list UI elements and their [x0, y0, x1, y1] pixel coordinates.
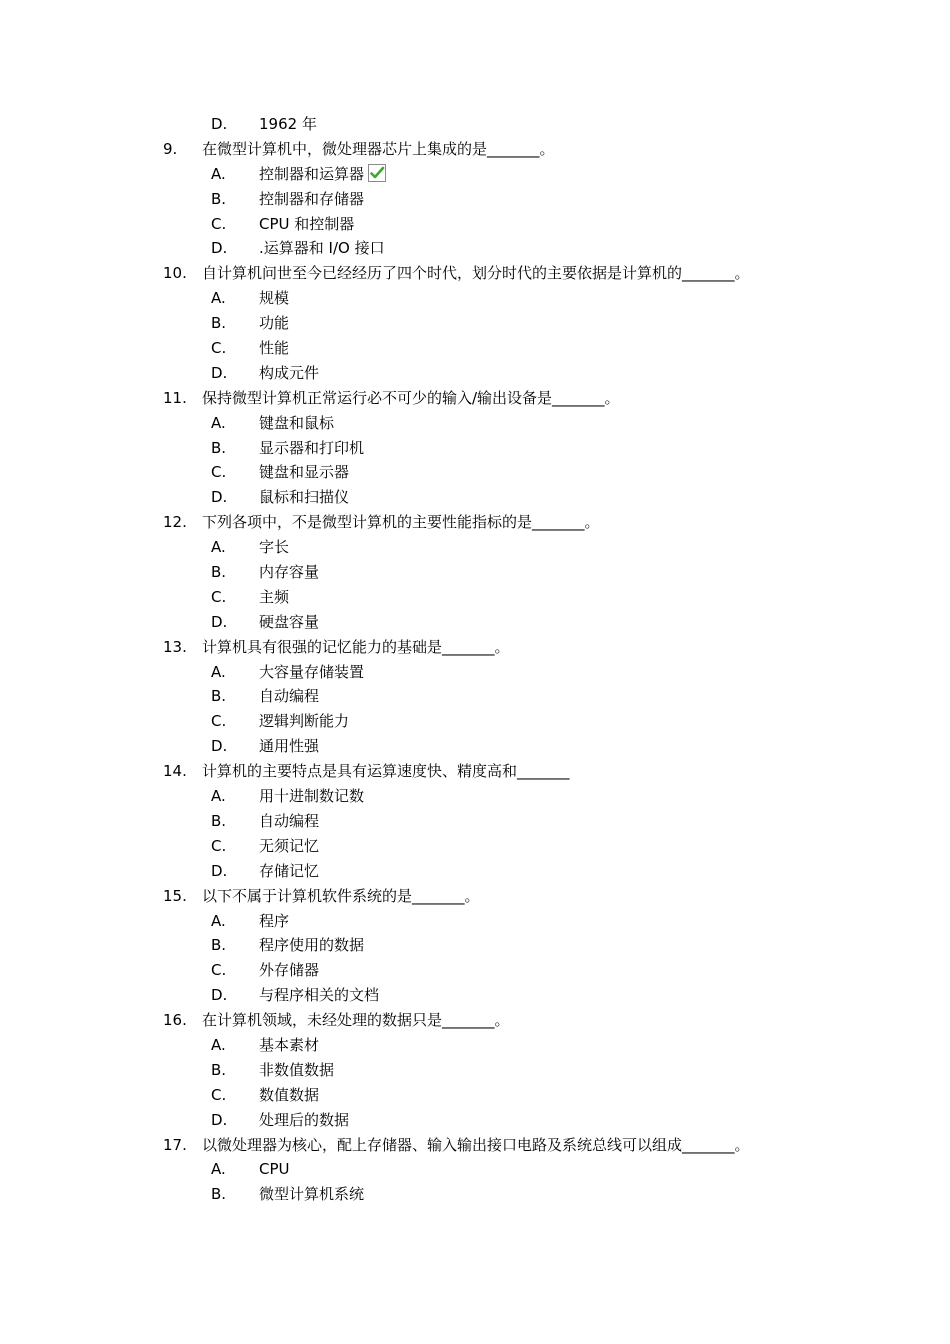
option-letter: A.	[211, 787, 226, 806]
question-text: 在计算机领域，未经处理的数据只是_______。	[202, 1011, 510, 1030]
option-letter: B.	[211, 1060, 227, 1079]
option-row	[0, 1033, 950, 1058]
option-label: 数值数据	[259, 1085, 320, 1104]
option-letter: B.	[211, 811, 227, 830]
option-label: CPU 和控制器	[259, 214, 355, 233]
option-row	[0, 212, 950, 237]
option-label: 功能	[259, 314, 290, 333]
option-text	[259, 709, 349, 734]
option-row	[0, 958, 950, 983]
option-label: 自动编程	[259, 811, 320, 830]
option-row	[0, 560, 950, 585]
question-row	[0, 759, 950, 784]
checkmark-icon	[368, 164, 386, 182]
option-letter: C.	[211, 712, 227, 731]
option-text	[259, 933, 364, 958]
question-number: 15.	[163, 886, 187, 905]
option-row	[0, 112, 950, 137]
question-number: 13.	[163, 637, 187, 656]
option-text	[259, 162, 386, 187]
option-text	[259, 1182, 364, 1207]
option-row	[0, 485, 950, 510]
option-label: 与程序相关的文档	[259, 986, 380, 1005]
option-letter: B.	[211, 189, 227, 208]
question-text: 自计算机问世至今已经经历了四个时代，划分时代的主要依据是计算机的_______。	[202, 264, 750, 283]
option-row	[0, 909, 950, 934]
option-text	[259, 834, 319, 859]
option-letter: D.	[211, 612, 228, 631]
option-letter: B.	[211, 563, 227, 582]
option-text	[259, 1108, 349, 1133]
question-number: 11.	[163, 388, 187, 407]
option-letter: A.	[211, 538, 226, 557]
option-row	[0, 684, 950, 709]
option-label: 控制器和运算器	[259, 164, 365, 183]
question-row	[0, 137, 950, 162]
option-row	[0, 933, 950, 958]
option-text	[259, 460, 349, 485]
question-text: 计算机的主要特点是具有运算速度快、精度高和_______	[202, 762, 570, 781]
option-letter: D.	[211, 239, 228, 258]
option-label: 大容量存储装置	[259, 662, 365, 681]
option-letter: D.	[211, 737, 228, 756]
option-row	[0, 311, 950, 336]
option-letter: A.	[211, 1160, 226, 1179]
option-letter: D.	[211, 488, 228, 507]
question-row	[0, 510, 950, 535]
option-row	[0, 236, 950, 261]
option-label: 用十进制数记数	[259, 787, 365, 806]
option-letter: D.	[211, 1110, 228, 1129]
option-text	[259, 909, 289, 934]
option-row	[0, 460, 950, 485]
question-row	[0, 386, 950, 411]
option-text	[259, 1058, 334, 1083]
option-label: 外存储器	[259, 961, 320, 980]
option-label: 键盘和鼠标	[259, 413, 335, 432]
option-letter: A.	[211, 662, 226, 681]
option-label: 构成元件	[259, 363, 320, 382]
option-row	[0, 809, 950, 834]
option-letter: B.	[211, 687, 227, 706]
option-label: 主频	[259, 587, 290, 606]
option-label: 控制器和存储器	[259, 189, 365, 208]
option-label: 无须记忆	[259, 836, 320, 855]
option-row	[0, 411, 950, 436]
option-text	[259, 436, 364, 461]
option-text	[259, 1083, 319, 1108]
option-row	[0, 585, 950, 610]
option-text	[259, 187, 364, 212]
option-row	[0, 1182, 950, 1207]
option-text	[259, 212, 354, 237]
option-row	[0, 535, 950, 560]
option-text	[259, 411, 334, 436]
option-label: 存储记忆	[259, 861, 320, 880]
option-letter: D.	[211, 363, 228, 382]
option-letter: C.	[211, 836, 227, 855]
option-letter: C.	[211, 214, 227, 233]
option-label: 硬盘容量	[259, 612, 320, 631]
option-text	[259, 1157, 290, 1182]
option-label: 规模	[259, 289, 290, 308]
option-label: 基本素材	[259, 1035, 320, 1054]
option-row	[0, 734, 950, 759]
option-letter: C.	[211, 463, 227, 482]
option-row	[0, 361, 950, 386]
option-label: 内存容量	[259, 563, 320, 582]
option-label: 逻辑判断能力	[259, 712, 350, 731]
option-row	[0, 1157, 950, 1182]
question-number: 14.	[163, 762, 187, 781]
option-text	[259, 784, 364, 809]
option-row	[0, 162, 950, 187]
question-row	[0, 1008, 950, 1033]
question-row	[0, 261, 950, 286]
question-text: 保持微型计算机正常运行必不可少的输入/输出设备是_______。	[202, 388, 620, 407]
question-row	[0, 635, 950, 660]
option-label: 程序使用的数据	[259, 936, 365, 955]
option-letter: A.	[211, 413, 226, 432]
option-text	[259, 610, 319, 635]
question-row	[0, 1133, 950, 1158]
option-letter: A.	[211, 289, 226, 308]
option-label: 通用性强	[259, 737, 320, 756]
option-text	[259, 734, 319, 759]
option-label: 键盘和显示器	[259, 463, 350, 482]
question-number: 16.	[163, 1011, 187, 1030]
option-row	[0, 1083, 950, 1108]
option-label: 鼠标和扫描仪	[259, 488, 350, 507]
option-row	[0, 859, 950, 884]
option-letter: B.	[211, 936, 227, 955]
option-text	[259, 809, 319, 834]
option-text	[259, 958, 319, 983]
option-text	[259, 336, 289, 361]
option-letter: C.	[211, 1085, 227, 1104]
option-row	[0, 286, 950, 311]
question-number: 17.	[163, 1135, 187, 1154]
question-list	[0, 112, 950, 1207]
option-label: 程序	[259, 911, 290, 930]
option-text	[259, 684, 319, 709]
option-label: 非数值数据	[259, 1060, 335, 1079]
option-row	[0, 660, 950, 685]
option-label: 性能	[259, 339, 290, 358]
option-row	[0, 709, 950, 734]
option-text	[259, 112, 317, 137]
option-row	[0, 1058, 950, 1083]
option-text	[259, 286, 289, 311]
option-text	[259, 1033, 319, 1058]
option-letter: D.	[211, 986, 228, 1005]
option-text	[259, 983, 379, 1008]
question-text: 以下不属于计算机软件系统的是_______。	[202, 886, 480, 905]
option-letter: A.	[211, 164, 226, 183]
option-text	[259, 485, 349, 510]
option-row	[0, 187, 950, 212]
question-row	[0, 884, 950, 909]
option-text	[259, 560, 319, 585]
option-text	[259, 859, 319, 884]
option-row	[0, 336, 950, 361]
question-text: 下列各项中，不是微型计算机的主要性能指标的是_______。	[202, 513, 600, 532]
option-text	[259, 361, 319, 386]
option-text	[259, 660, 364, 685]
option-text	[259, 311, 289, 336]
option-letter: A.	[211, 911, 226, 930]
option-letter: B.	[211, 314, 227, 333]
option-letter: C.	[211, 587, 227, 606]
option-text	[259, 535, 289, 560]
option-row	[0, 610, 950, 635]
option-label: .运算器和 I/O 接口	[259, 239, 385, 258]
question-number: 10.	[163, 264, 187, 283]
option-text	[259, 585, 289, 610]
option-letter: B.	[211, 1185, 227, 1204]
option-letter: C.	[211, 339, 227, 358]
option-letter: D.	[211, 861, 228, 880]
option-letter: C.	[211, 961, 227, 980]
option-text	[259, 236, 385, 261]
option-letter: A.	[211, 1035, 226, 1054]
option-label: 微型计算机系统	[259, 1185, 365, 1204]
question-text: 以微处理器为核心，配上存储器、输入输出接口电路及系统总线可以组成_______。	[202, 1135, 750, 1154]
option-label: 1962 年	[259, 115, 317, 133]
option-row	[0, 784, 950, 809]
question-number: 9.	[163, 139, 178, 158]
question-number: 12.	[163, 513, 187, 532]
option-row	[0, 834, 950, 859]
option-row	[0, 1108, 950, 1133]
question-text: 在微型计算机中，微处理器芯片上集成的是_______。	[202, 139, 555, 158]
option-label: 处理后的数据	[259, 1110, 350, 1129]
option-letter: B.	[211, 438, 227, 457]
option-row	[0, 436, 950, 461]
question-text: 计算机具有很强的记忆能力的基础是_______。	[202, 637, 510, 656]
option-label: 自动编程	[259, 687, 320, 706]
option-label: CPU	[259, 1160, 290, 1179]
option-label: 显示器和打印机	[259, 438, 365, 457]
option-letter: D.	[211, 115, 228, 133]
option-label: 字长	[259, 538, 290, 557]
option-row	[0, 983, 950, 1008]
